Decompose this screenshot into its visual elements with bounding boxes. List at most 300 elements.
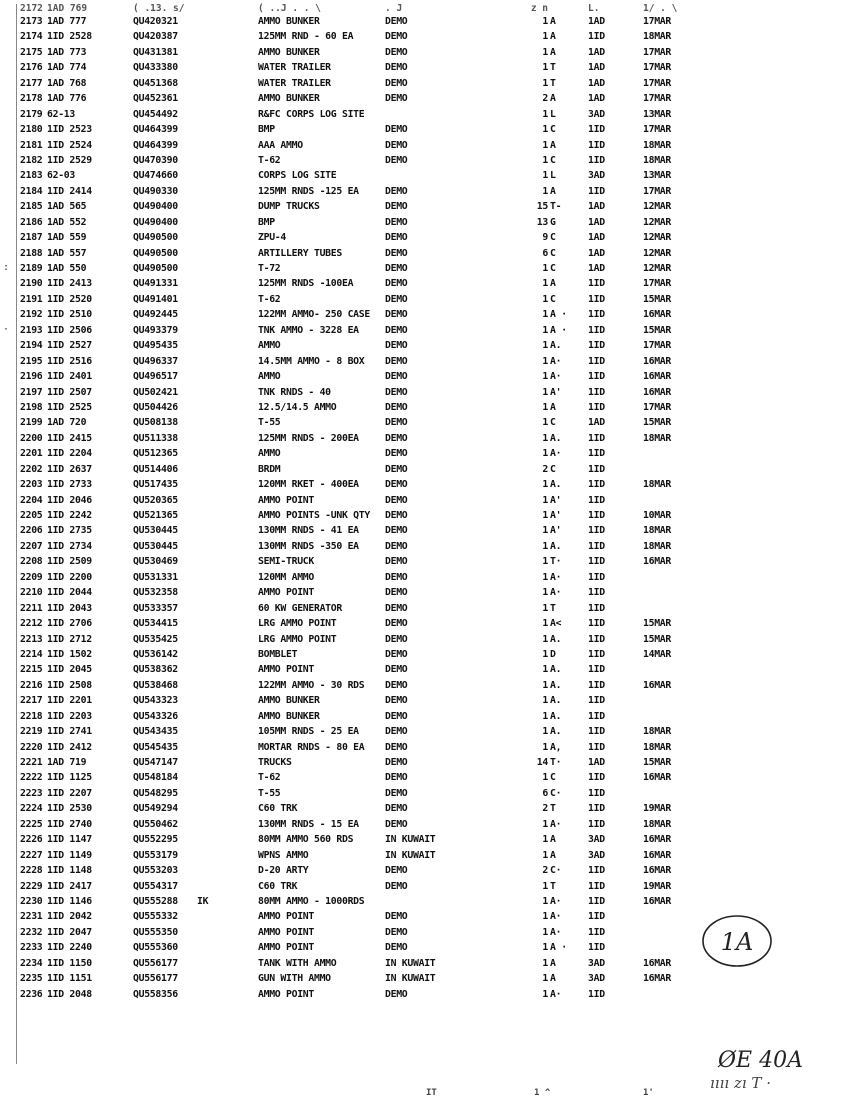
date: 17MAR xyxy=(643,46,671,58)
category: L xyxy=(550,170,556,182)
unit-code: 1ID 1146 xyxy=(47,895,92,907)
category: C xyxy=(550,247,556,259)
division: 1ID xyxy=(588,726,605,738)
quantity: 1 xyxy=(542,648,548,660)
circled-stamp xyxy=(700,912,774,970)
division: 1AD xyxy=(588,46,605,58)
table-row xyxy=(0,895,850,910)
grid-ref: QU490330 xyxy=(133,185,178,197)
division: 1ID xyxy=(588,31,605,43)
quantity: 1 xyxy=(542,448,548,460)
row-number: 2172 xyxy=(20,3,43,14)
quantity: 9 xyxy=(542,232,548,244)
category: A· xyxy=(550,926,562,938)
status: DEMO xyxy=(385,787,408,799)
division: 1ID xyxy=(588,324,605,336)
quantity: 1 xyxy=(542,62,548,74)
grid-ref: QU474660 xyxy=(133,170,178,182)
description: AMMO POINT xyxy=(258,587,314,599)
unit-code: 1ID 1147 xyxy=(47,834,92,846)
date: 16MAR xyxy=(643,957,671,969)
unit-code: 1ID 2706 xyxy=(47,618,92,630)
row-number: 2179 xyxy=(20,108,43,120)
table-row xyxy=(0,710,850,725)
row-number: 2188 xyxy=(20,247,43,259)
grid-ref: QU547147 xyxy=(133,757,178,768)
date: 16MAR xyxy=(643,772,671,784)
division: 1ID xyxy=(588,648,605,660)
table-row xyxy=(0,231,850,246)
row-number: 2176 xyxy=(20,62,43,74)
quantity: 1 xyxy=(542,139,548,151)
table-row xyxy=(0,880,850,895)
category: C xyxy=(550,463,556,475)
division: 1ID xyxy=(588,695,605,707)
unit-code: 62-03 xyxy=(47,170,75,182)
status: DEMO xyxy=(385,525,408,537)
date: 17MAR xyxy=(643,185,671,197)
status: DEMO xyxy=(385,401,408,413)
margin-mark: · xyxy=(3,324,10,335)
category: A xyxy=(550,46,556,58)
table-row xyxy=(0,524,850,539)
table-row xyxy=(0,416,850,431)
category: G xyxy=(550,216,556,228)
category: A xyxy=(550,834,556,846)
table-row xyxy=(0,509,850,524)
division: 1ID xyxy=(588,710,605,722)
description: 80MM AMMO 560 RDS xyxy=(258,834,354,846)
table-row xyxy=(0,30,850,45)
quantity: 1 xyxy=(542,957,548,969)
status: DEMO xyxy=(385,371,408,383)
grid-ref: QU549294 xyxy=(133,803,178,815)
status: DEMO xyxy=(385,664,408,676)
record-table xyxy=(0,15,850,1003)
description: SEMI-TRUCK xyxy=(258,556,314,568)
unit-code: 1ID 1151 xyxy=(47,973,92,985)
division: 1AD xyxy=(588,16,605,27)
quantity: 1 xyxy=(542,293,548,305)
row-number: 2222 xyxy=(20,772,43,784)
description: 130MM RNDS - 15 EA xyxy=(258,818,359,830)
description: AMMO POINT xyxy=(258,988,314,1000)
quantity: 1 xyxy=(542,154,548,166)
division: 1AD xyxy=(588,247,605,259)
quantity: 1 xyxy=(542,479,548,491)
grid-ref: QU420387 xyxy=(133,31,178,43)
division: 1AD xyxy=(588,417,605,429)
grid-ref: QU490500 xyxy=(133,247,178,259)
grid-ref: QU555360 xyxy=(133,942,178,954)
status: DEMO xyxy=(385,139,408,151)
status: DEMO xyxy=(385,695,408,707)
grid-ref: QU555332 xyxy=(133,911,178,923)
grid-ref: QU543323 xyxy=(133,695,178,707)
division: 1ID xyxy=(588,988,605,1000)
table-row xyxy=(0,262,850,277)
category: A< xyxy=(550,618,562,630)
division: 1ID xyxy=(588,463,605,475)
grid-ref: QU504426 xyxy=(133,401,178,413)
table-row xyxy=(0,61,850,76)
category: T xyxy=(550,880,556,892)
division: 1AD xyxy=(588,93,605,105)
table-row xyxy=(0,108,850,123)
margin-mark: : xyxy=(3,262,10,273)
description: 105MM RNDS - 25 EA xyxy=(258,726,359,738)
description: BMP xyxy=(258,124,275,136)
row-number: 2185 xyxy=(20,201,43,213)
row-number: 2213 xyxy=(20,633,43,645)
division: 1ID xyxy=(588,556,605,568)
unit-code: 1ID 2207 xyxy=(47,787,92,799)
status: IN KUWAIT xyxy=(385,849,436,861)
row-number: 2203 xyxy=(20,479,43,491)
status: DEMO xyxy=(385,494,408,506)
status: DEMO xyxy=(385,602,408,614)
category: A' xyxy=(550,510,562,521)
table-row xyxy=(0,386,850,401)
table-row xyxy=(0,339,850,354)
unit-code: 1AD 720 xyxy=(47,417,87,429)
description: WATER TRAILER xyxy=(258,77,331,89)
category: A· xyxy=(550,571,562,583)
description: C60 TRK xyxy=(258,880,298,892)
quantity: 1 xyxy=(542,124,548,136)
quantity: 1 xyxy=(542,540,548,552)
grid-ref: QU491331 xyxy=(133,278,178,290)
table-row xyxy=(0,139,850,154)
date: 18MAR xyxy=(643,741,671,753)
grid-ref: QU530469 xyxy=(133,556,178,568)
category: A xyxy=(550,849,556,861)
quantity: 1 xyxy=(542,679,548,691)
description: D-20 ARTY xyxy=(258,865,309,877)
quantity: 1 xyxy=(542,31,548,43)
category: C xyxy=(550,124,556,136)
row-number: 2209 xyxy=(20,571,43,583)
division: 1ID xyxy=(588,278,605,290)
description: 125MM RNDS -100EA xyxy=(258,278,354,290)
unit-code: 1ID 2401 xyxy=(47,371,92,383)
grid-ref: QU493379 xyxy=(133,324,178,336)
category: A xyxy=(550,31,556,43)
division: 1ID xyxy=(588,293,605,305)
description: 80MM AMMO - 1000RDS xyxy=(258,895,365,907)
status: DEMO xyxy=(385,62,408,74)
division: 1ID xyxy=(588,355,605,367)
ik-flag: IK xyxy=(197,895,209,907)
description: AMMO xyxy=(258,448,281,460)
grid-ref: QU514406 xyxy=(133,463,178,475)
row-number: 2228 xyxy=(20,865,43,877)
quantity: 1 xyxy=(542,401,548,413)
category: C xyxy=(550,293,556,305)
description: T-62 xyxy=(258,293,281,305)
grid-ref: QU464399 xyxy=(133,124,178,136)
division: 1ID xyxy=(588,942,605,954)
unit-code: 1ID 2523 xyxy=(47,124,92,136)
division: 1ID xyxy=(588,818,605,830)
description: WPNS AMMO xyxy=(258,849,309,861)
division: 1ID xyxy=(588,525,605,537)
row-number: 2199 xyxy=(20,417,43,429)
description: TNK RNDS - 40 xyxy=(258,386,331,398)
grid-ref: QU451368 xyxy=(133,77,178,89)
status: DEMO xyxy=(385,247,408,259)
row-number: 2184 xyxy=(20,185,43,197)
division: 1ID xyxy=(588,880,605,892)
grid-ref: QU490400 xyxy=(133,201,178,213)
row-number: 2190 xyxy=(20,278,43,290)
date: 15MAR xyxy=(643,293,671,305)
date: 18MAR xyxy=(643,525,671,537)
status: DEMO xyxy=(385,216,408,228)
category: A· xyxy=(550,355,562,367)
row-number: 2201 xyxy=(20,448,43,460)
description: C60 TRK xyxy=(258,803,298,815)
category: A. xyxy=(550,432,562,444)
status: DEMO xyxy=(385,293,408,305)
table-row xyxy=(0,663,850,678)
division: 1ID xyxy=(588,772,605,784)
quantity: 1 xyxy=(542,77,548,89)
date: 18MAR xyxy=(643,31,671,43)
table-row xyxy=(0,401,850,416)
description: DUMP TRUCKS xyxy=(258,201,320,213)
grid-ref: QU550462 xyxy=(133,818,178,830)
division: L. xyxy=(588,3,600,14)
table-row xyxy=(0,432,850,447)
grid-ref: QU548295 xyxy=(133,787,178,799)
category: A. xyxy=(550,540,562,552)
grid-ref: QU535425 xyxy=(133,633,178,645)
description: TRUCKS xyxy=(258,757,292,768)
quantity: 1 xyxy=(542,108,548,120)
cut-off-text: 1' xyxy=(643,1088,654,1098)
description: LRG AMMO POINT xyxy=(258,618,337,630)
grid-ref: QU454492 xyxy=(133,108,178,120)
grid-ref: QU492445 xyxy=(133,309,178,321)
unit-code: 1ID 2740 xyxy=(47,818,92,830)
row-number: 2205 xyxy=(20,510,43,521)
category: C· xyxy=(550,787,562,799)
quantity: 1 xyxy=(542,726,548,738)
category: A · xyxy=(550,324,567,336)
quantity: 1 xyxy=(542,309,548,321)
category: L xyxy=(550,108,556,120)
category: A xyxy=(550,957,556,969)
grid-ref: QU555288 xyxy=(133,895,178,907)
description: T-55 xyxy=(258,417,281,429)
grid-ref: QU552295 xyxy=(133,834,178,846)
date: 16MAR xyxy=(643,834,671,846)
date: 14MAR xyxy=(643,648,671,660)
description: ARTILLERY TUBES xyxy=(258,247,342,259)
category: T xyxy=(550,77,556,89)
row-number: 2226 xyxy=(20,834,43,846)
grid-ref: QU452361 xyxy=(133,93,178,105)
table-row xyxy=(0,46,850,61)
category: A· xyxy=(550,448,562,460)
quantity: 1 xyxy=(542,988,548,1000)
row-number: 2174 xyxy=(20,31,43,43)
date: 16MAR xyxy=(643,355,671,367)
unit-code: 1ID 2520 xyxy=(47,293,92,305)
division: 1ID xyxy=(588,401,605,413)
grid-ref: QU433380 xyxy=(133,62,178,74)
quantity: 1 xyxy=(542,16,548,27)
unit-code: 1AD 768 xyxy=(47,77,87,89)
date: 10MAR xyxy=(643,510,671,521)
row-number: 2177 xyxy=(20,77,43,89)
row-number: 2202 xyxy=(20,463,43,475)
description: AMMO BUNKER xyxy=(258,16,320,27)
table-row xyxy=(0,586,850,601)
row-number: 2212 xyxy=(20,618,43,630)
quantity: 1 xyxy=(542,973,548,985)
table-row xyxy=(0,15,850,30)
row-number: 2180 xyxy=(20,124,43,136)
status: DEMO xyxy=(385,911,408,923)
unit-code: 1AD 565 xyxy=(47,201,87,213)
division: 1ID xyxy=(588,679,605,691)
table-row xyxy=(0,741,850,756)
quantity: 1 xyxy=(542,278,548,290)
description: T-62 xyxy=(258,772,281,784)
description: AMMO BUNKER xyxy=(258,710,320,722)
description: 12.5/14.5 AMMO xyxy=(258,401,337,413)
status: DEMO xyxy=(385,93,408,105)
table-row xyxy=(0,277,850,292)
description: AMMO POINT xyxy=(258,942,314,954)
unit-code: 1ID 2712 xyxy=(47,633,92,645)
table-row xyxy=(0,293,850,308)
status: DEMO xyxy=(385,988,408,1000)
grid-ref: QU490500 xyxy=(133,232,178,244)
grid-ref: QU558356 xyxy=(133,988,178,1000)
row-number: 2186 xyxy=(20,216,43,228)
division: 1ID xyxy=(588,309,605,321)
row-number: 2198 xyxy=(20,401,43,413)
date: 17MAR xyxy=(643,62,671,74)
quantity: 1 xyxy=(542,263,548,274)
grid-ref: QU532358 xyxy=(133,587,178,599)
table-row xyxy=(0,247,850,262)
quantity: 1 xyxy=(542,911,548,923)
division: 1ID xyxy=(588,787,605,799)
handwritten-note: ıııı zı T · xyxy=(710,1074,771,1092)
status: DEMO xyxy=(385,232,408,244)
row-number: 2175 xyxy=(20,46,43,58)
unit-code: 1AD 559 xyxy=(47,232,87,244)
description: TNK AMMO - 3228 EA xyxy=(258,324,359,336)
description: ZPU-4 xyxy=(258,232,286,244)
grid-ref: QU490400 xyxy=(133,216,178,228)
date: 15MAR xyxy=(643,633,671,645)
table-row xyxy=(0,679,850,694)
category: D xyxy=(550,648,556,660)
quantity: 1 xyxy=(542,895,548,907)
category: A xyxy=(550,93,556,105)
unit-code: 1ID 2043 xyxy=(47,602,92,614)
category: T xyxy=(550,602,556,614)
status: DEMO xyxy=(385,124,408,136)
grid-ref: QU554317 xyxy=(133,880,178,892)
quantity: 1 xyxy=(542,633,548,645)
table-row xyxy=(0,571,850,586)
unit-code: 1AD 774 xyxy=(47,62,87,74)
category: A · xyxy=(550,309,567,321)
unit-code: 1ID 2524 xyxy=(47,139,92,151)
unit-code: 1ID 2240 xyxy=(47,942,92,954)
grid-ref: QU521365 xyxy=(133,510,178,521)
row-number: 2196 xyxy=(20,371,43,383)
category: A. xyxy=(550,340,562,352)
date: 16MAR xyxy=(643,973,671,985)
table-row xyxy=(0,633,850,648)
unit-code: 1ID 1125 xyxy=(47,772,92,784)
unit-code: 1AD 773 xyxy=(47,46,87,58)
quantity: 1 xyxy=(542,602,548,614)
description: TANK WITH AMMO xyxy=(258,957,337,969)
category: A' xyxy=(550,525,562,537)
category: A' xyxy=(550,386,562,398)
status: DEMO xyxy=(385,355,408,367)
cut-off-text: IT xyxy=(426,1088,437,1098)
quantity: 1 xyxy=(542,741,548,753)
category: A· xyxy=(550,371,562,383)
date: 15MAR xyxy=(643,324,671,336)
row-number: 2206 xyxy=(20,525,43,537)
date: 17MAR xyxy=(643,340,671,352)
grid-ref: QU536142 xyxy=(133,648,178,660)
row-number: 2182 xyxy=(20,154,43,166)
table-row xyxy=(0,185,850,200)
unit-code: 1ID 2414 xyxy=(47,185,92,197)
table-row xyxy=(0,308,850,323)
division: 1ID xyxy=(588,479,605,491)
unit-code: 1ID 2048 xyxy=(47,988,92,1000)
category: A. xyxy=(550,710,562,722)
category: A. xyxy=(550,679,562,691)
unit-code: 1ID 1502 xyxy=(47,648,92,660)
date: 19MAR xyxy=(643,803,671,815)
quantity: 1 xyxy=(542,324,548,336)
division: 1ID xyxy=(588,571,605,583)
row-number: 2187 xyxy=(20,232,43,244)
description: GUN WITH AMMO xyxy=(258,973,331,985)
row-number: 2236 xyxy=(20,988,43,1000)
unit-code: 1ID 2204 xyxy=(47,448,92,460)
grid-ref: QU553179 xyxy=(133,849,178,861)
description: WATER TRAILER xyxy=(258,62,331,74)
unit-code: 1ID 1149 xyxy=(47,849,92,861)
unit-code: 1AD 550 xyxy=(47,263,87,274)
date: 18MAR xyxy=(643,479,671,491)
date: 18MAR xyxy=(643,540,671,552)
status: DEMO xyxy=(385,31,408,43)
date: 18MAR xyxy=(643,139,671,151)
date: 16MAR xyxy=(643,865,671,877)
quantity: 2 xyxy=(542,803,548,815)
quantity: 6 xyxy=(542,247,548,259)
division: 1ID xyxy=(588,540,605,552)
unit-code: 1ID 2201 xyxy=(47,695,92,707)
description: 125MM RNDS -125 EA xyxy=(258,185,359,197)
row-number: 2235 xyxy=(20,973,43,985)
